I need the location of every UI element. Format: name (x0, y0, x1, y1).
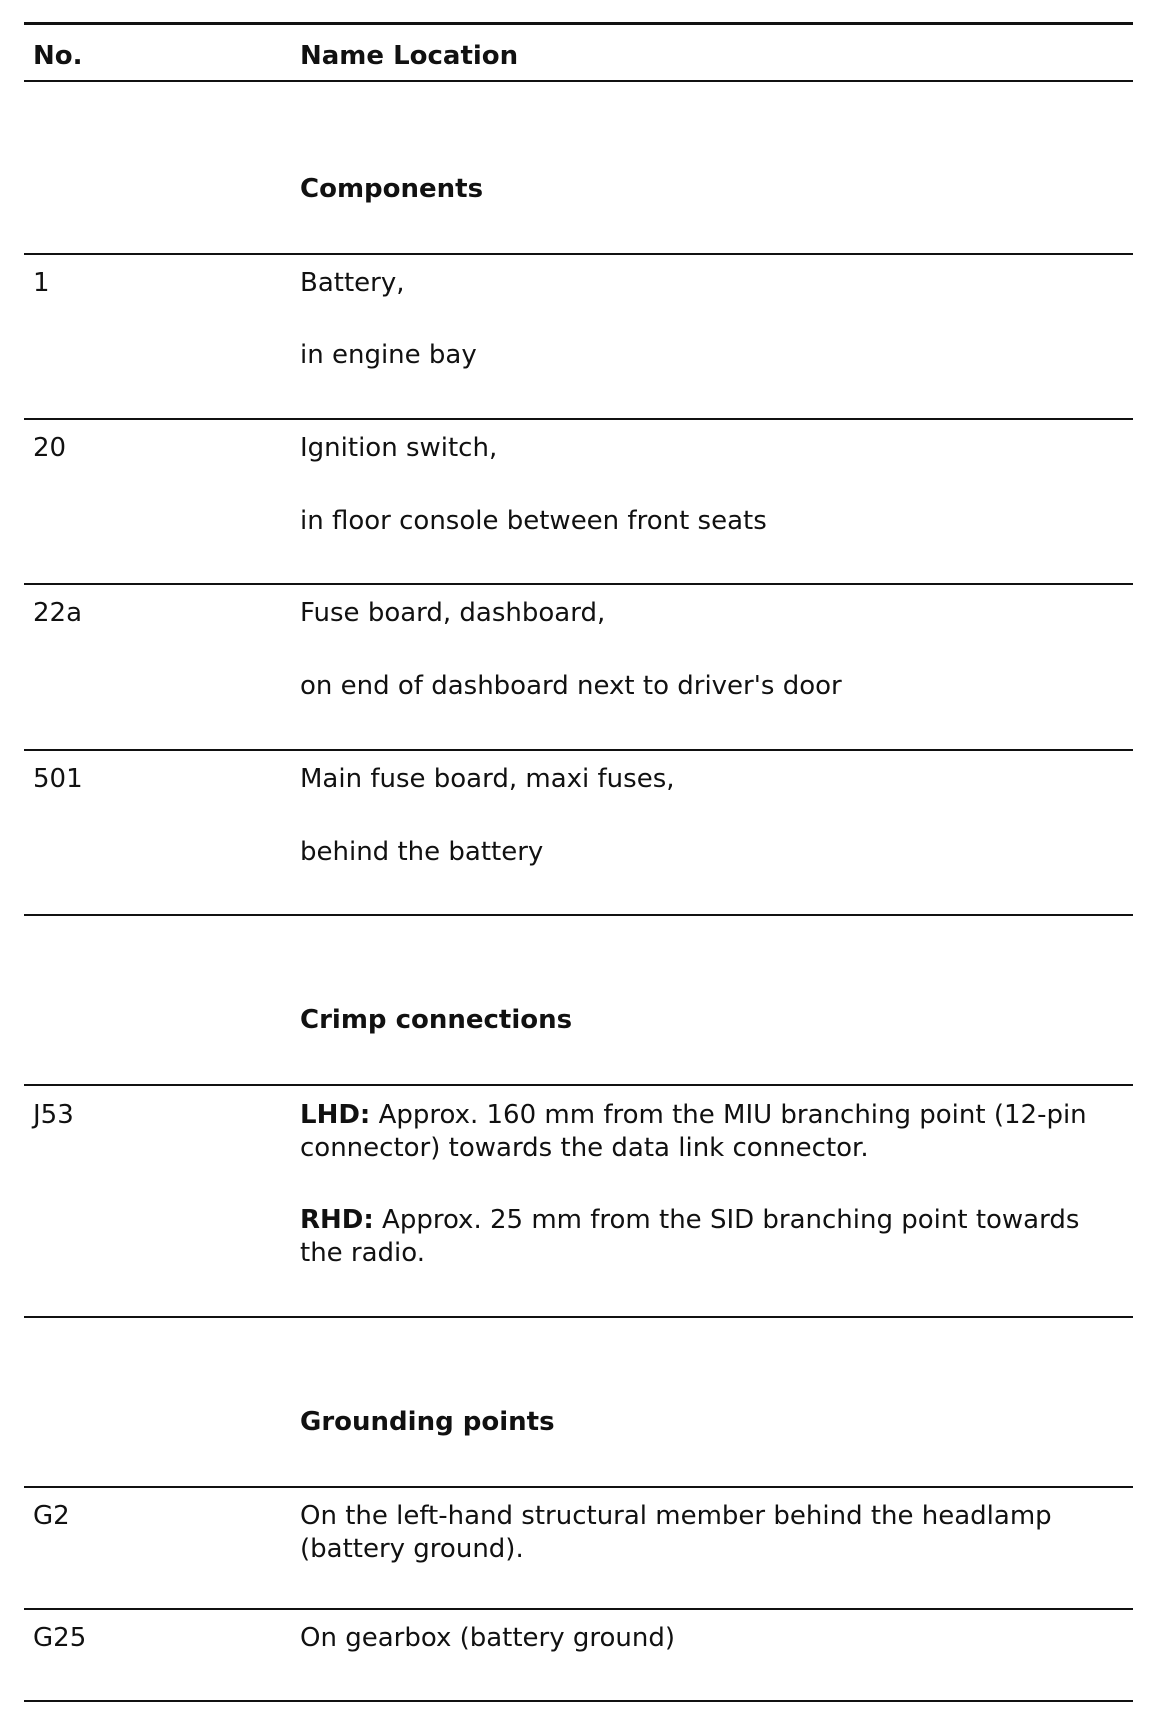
section-title-grounding-points: Grounding points (300, 1407, 555, 1437)
row-location: in floor console between front seats (300, 506, 767, 536)
header-rule (24, 80, 1133, 82)
row-location: On the left-hand structural member behind the headlamp (battery ground). (300, 1501, 1052, 1564)
row-name: Ignition switch, (300, 433, 498, 463)
row-number: 22a (33, 598, 83, 628)
row-number: 501 (33, 764, 83, 794)
row-rule (24, 583, 1133, 585)
section-rule (24, 1486, 1133, 1488)
row-name: Fuse board, dashboard, (300, 598, 606, 628)
table-top-rule (24, 22, 1133, 25)
row-number: G25 (33, 1623, 87, 1653)
row-name: Main fuse board, maxi fuses, (300, 764, 675, 794)
section-rule (24, 253, 1133, 255)
row-location: on end of dashboard next to driver's door (300, 671, 842, 701)
row-rule (24, 749, 1133, 751)
table-bottom-rule (24, 1700, 1133, 1702)
row-number: 1 (33, 268, 50, 298)
section-title-crimp-connections: Crimp connections (300, 1005, 573, 1035)
row-number: G2 (33, 1501, 70, 1531)
row-location: in engine bay (300, 340, 477, 370)
row-rule (24, 914, 1133, 916)
section-title-components: Components (300, 174, 484, 204)
lhd-note (300, 1099, 1130, 1165)
column-header-no: No. (33, 41, 83, 71)
row-location: On gearbox (battery ground) (300, 1623, 676, 1653)
row-location: behind the battery (300, 837, 544, 867)
row-number: J53 (33, 1100, 74, 1130)
rhd-note (300, 1204, 1130, 1270)
row-name: Battery, (300, 268, 405, 298)
row-number: 20 (33, 433, 67, 463)
section-rule (24, 1084, 1133, 1086)
lhd-label: LHD: (300, 1100, 371, 1130)
rhd-label: RHD: (300, 1205, 374, 1235)
row-rule (24, 1608, 1133, 1610)
row-rule (24, 1316, 1133, 1318)
lhd-text: Approx. 160 mm from the MIU branching point (12-pin connector) towards the data link connector. (300, 1100, 1087, 1163)
rhd-text: Approx. 25 mm from the SID branching point towards the radio. (300, 1205, 1080, 1268)
row-rule (24, 418, 1133, 420)
column-header-name-location: Name Location (300, 41, 519, 71)
